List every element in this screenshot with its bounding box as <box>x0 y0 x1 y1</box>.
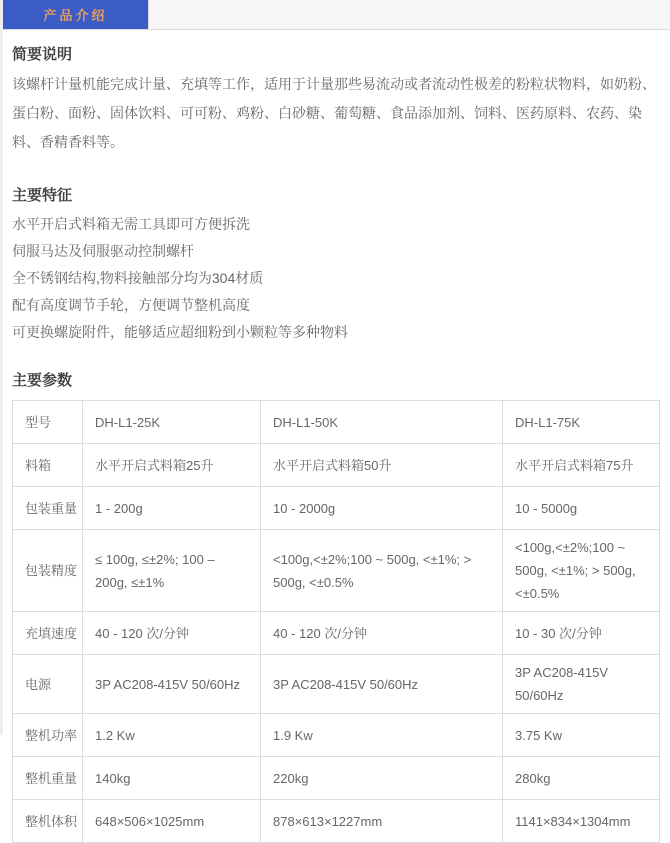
row-value: 40 - 120 次/分钟 <box>261 612 503 655</box>
feature-item: 全不锈钢结构,物料接触部分均为304材质 <box>12 270 264 286</box>
params-table <box>12 400 660 843</box>
row-label: 料箱 <box>13 444 83 487</box>
row-label: 型号 <box>13 401 83 444</box>
feature-item: 伺服马达及伺服驱动控制螺杆 <box>12 243 194 259</box>
table-row <box>13 612 660 655</box>
row-label: 充填速度 <box>13 612 83 655</box>
row-value: 220kg <box>261 757 503 800</box>
row-value: 140kg <box>83 757 261 800</box>
row-label: 整机功率 <box>13 714 83 757</box>
feature-item: 可更换螺旋附件，能够适应超细粉到小颗粒等多种物料 <box>12 324 348 340</box>
table-row <box>13 444 660 487</box>
brief-heading: 简要说明 <box>12 46 73 63</box>
row-label: 整机体积 <box>13 800 83 843</box>
table-row <box>13 401 660 444</box>
row-value: 10 - 2000g <box>261 487 503 530</box>
table-row <box>13 800 660 843</box>
feature-item: 水平开启式料箱无需工具即可方便拆洗 <box>12 216 250 232</box>
row-value: 水平开启式料箱25升 <box>83 444 261 487</box>
tab-product-intro[interactable]: 产品介绍 <box>3 0 149 29</box>
row-value: 40 - 120 次/分钟 <box>83 612 261 655</box>
row-label: 整机重量 <box>13 757 83 800</box>
feature-item: 配有高度调节手轮，方便调节整机高度 <box>12 297 250 313</box>
row-value: 1.2 Kw <box>83 714 261 757</box>
row-label: 电源 <box>13 655 83 714</box>
row-value: 3P AC208-415V 50/60Hz <box>261 655 503 714</box>
table-row <box>13 487 660 530</box>
row-value: 3.75 Kw <box>503 714 660 757</box>
row-value: 280kg <box>503 757 660 800</box>
row-label: 包装重量 <box>13 487 83 530</box>
row-value: 水平开启式料箱50升 <box>261 444 503 487</box>
row-value: DH-L1-25K <box>83 401 261 444</box>
row-value: 10 - 30 次/分钟 <box>503 612 660 655</box>
row-value: 10 - 5000g <box>503 487 660 530</box>
row-value: 648×506×1025mm <box>83 800 261 843</box>
row-value: DH-L1-75K <box>503 401 660 444</box>
features-heading: 主要特征 <box>12 187 73 204</box>
table-row <box>13 655 660 714</box>
brief-body-text: 该螺杆计量机能完成计量、充填等工作，适用于计量那些易流动或者流动性极差的粉粒状物料，如奶粉、蛋白粉、面粉、固体饮料、可可粉、鸡粉、白砂糖、葡萄糖、食品添加剂、饲料、医药原料、农药、染料、香精香料等。 <box>12 76 656 150</box>
row-value: 1141×834×1304mm <box>503 800 660 843</box>
table-row <box>13 757 660 800</box>
row-value: <100g,<±2%;100 ~ 500g, <±1%; > 500g, <±0.5% <box>503 530 660 612</box>
tab-bar <box>3 0 670 30</box>
row-value: 3P AC208-415V 50/60Hz <box>503 655 660 714</box>
row-value: 1 - 200g <box>83 487 261 530</box>
row-value: 878×613×1227mm <box>261 800 503 843</box>
params-heading: 主要参数 <box>12 372 73 389</box>
row-value: <100g,<±2%;100 ~ 500g, <±1%; > 500g, <±0.5% <box>261 530 503 612</box>
row-value: 3P AC208-415V 50/60Hz <box>83 655 261 714</box>
row-value: DH-L1-50K <box>261 401 503 444</box>
features-list <box>12 211 658 346</box>
row-value: 水平开启式料箱75升 <box>503 444 660 487</box>
row-value: ≤ 100g, ≤±2%; 100 – 200g, ≤±1% <box>83 530 261 612</box>
content-area <box>3 30 670 843</box>
row-value: 1.9 Kw <box>261 714 503 757</box>
params-table-body <box>13 401 660 843</box>
table-row <box>13 530 660 612</box>
row-label: 包装精度 <box>13 530 83 612</box>
table-row <box>13 714 660 757</box>
